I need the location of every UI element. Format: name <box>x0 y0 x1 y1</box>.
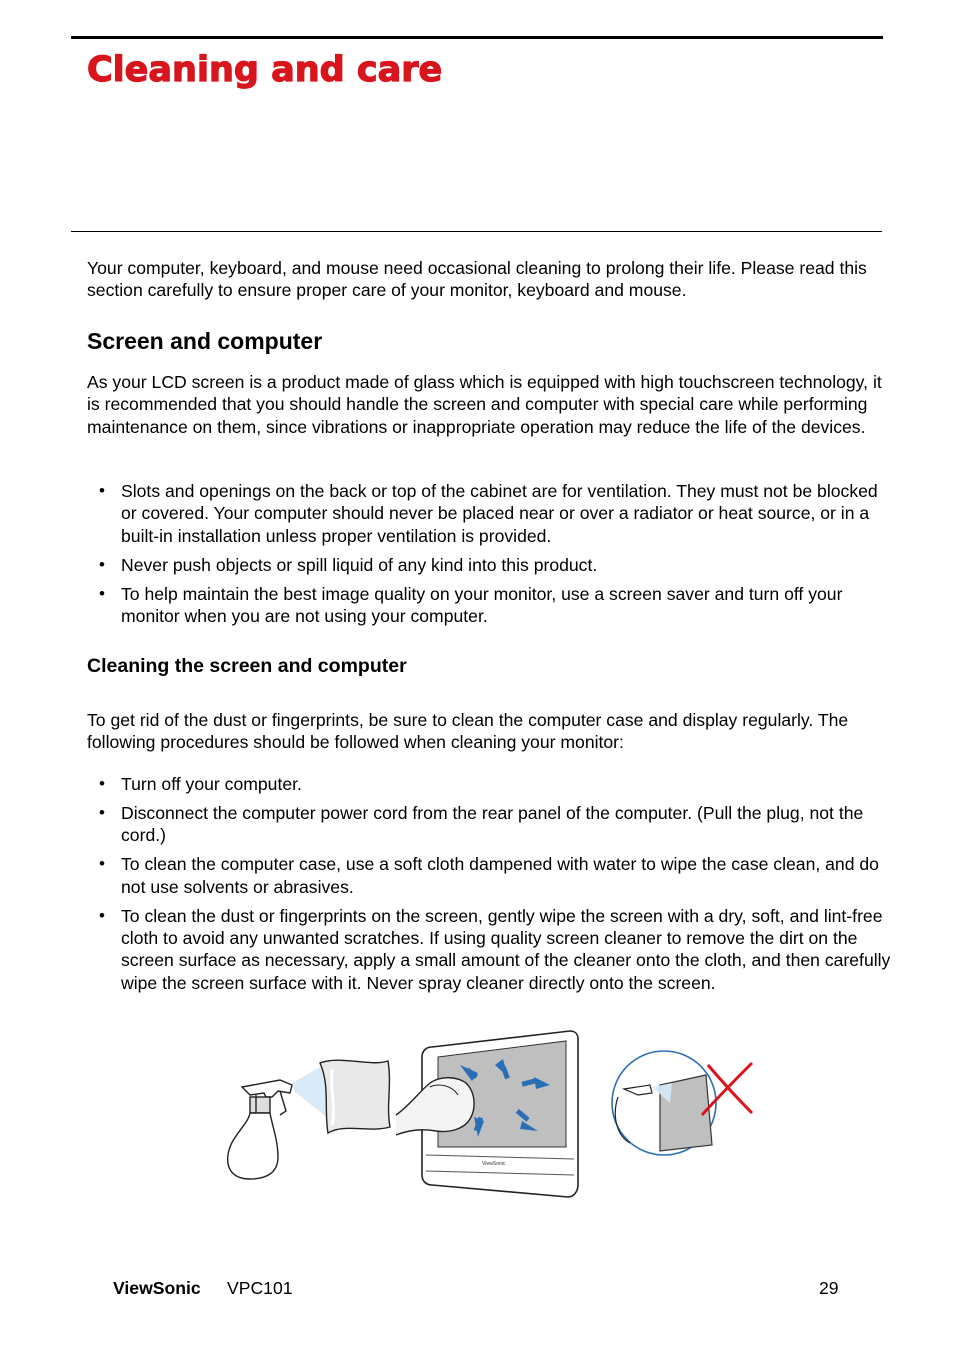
screen-paragraph: As your LCD screen is a product made of glass which is equipped with high touchscreen technology, it is recommended that you should handle the screen and computer with special care while performing maintenance on them, since vibrations or inappropriate operation may reduce the life of the devices. <box>87 372 882 437</box>
section-heading-screen: Screen and computer <box>87 328 323 354</box>
cleaning-illustration <box>220 1025 760 1205</box>
spray-bottle-icon <box>228 1080 292 1179</box>
section-heading-cleaning: Cleaning the screen and computer <box>87 655 407 677</box>
header-divider <box>71 231 882 232</box>
list-item: • Slots and openings on the back or top of the cabinet are for ventilation. They must not be blocked or covered. Your computer should never be placed near or over a radiator or heat source, or in a built-in installation unless proper ventilation is provided. <box>87 480 897 547</box>
no-direct-spray-icon <box>612 1051 752 1155</box>
footer-model: VPC101 <box>227 1278 293 1298</box>
page-title: Cleaning and care <box>87 50 443 90</box>
footer-brand: ViewSonic <box>113 1278 201 1298</box>
monitor-logo: ViewSonic <box>482 1161 506 1167</box>
page-number: 29 <box>819 1278 839 1298</box>
list-item: • To clean the dust or fingerprints on the screen, gently wipe the screen with a dry, soft, and lint-free cloth to avoid any unwanted scratches. If using quality screen cleaner to remove the dirt on the screen surface as necessary, apply a small amount of the cleaner onto the cloth, and then carefully wipe the screen surface with it. Never spray cleaner directly onto the screen. <box>87 905 897 995</box>
list-item: • To clean the computer case, use a soft cloth dampened with water to wipe the case clean, and do not use solvents or abrasives. <box>87 853 897 898</box>
intro-paragraph: Your computer, keyboard, and mouse need occasional cleaning to prolong their life. Please read this section carefully to ensure proper care of your monitor, keyboard and mouse. <box>87 258 867 301</box>
top-rule <box>71 36 883 39</box>
cloth-icon <box>320 1060 390 1133</box>
list-item: • Never push objects or spill liquid of any kind into this product. <box>87 554 897 576</box>
screen-bullet-list <box>87 480 897 634</box>
list-item: • To help maintain the best image quality on your monitor, use a screen saver and turn off your monitor when you are not using your computer. <box>87 583 897 628</box>
cleaning-paragraph: To get rid of the dust or fingerprints, be sure to clean the computer case and display regularly. The following procedures should be followed when cleaning your monitor: <box>87 710 849 753</box>
list-item: • Turn off your computer. <box>87 773 897 795</box>
cleaning-bullet-list <box>87 773 897 1001</box>
list-item: • Disconnect the computer power cord from the rear panel of the computer. (Pull the plug, not the cord.) <box>87 802 897 847</box>
monitor-wipe-icon <box>396 1031 578 1197</box>
